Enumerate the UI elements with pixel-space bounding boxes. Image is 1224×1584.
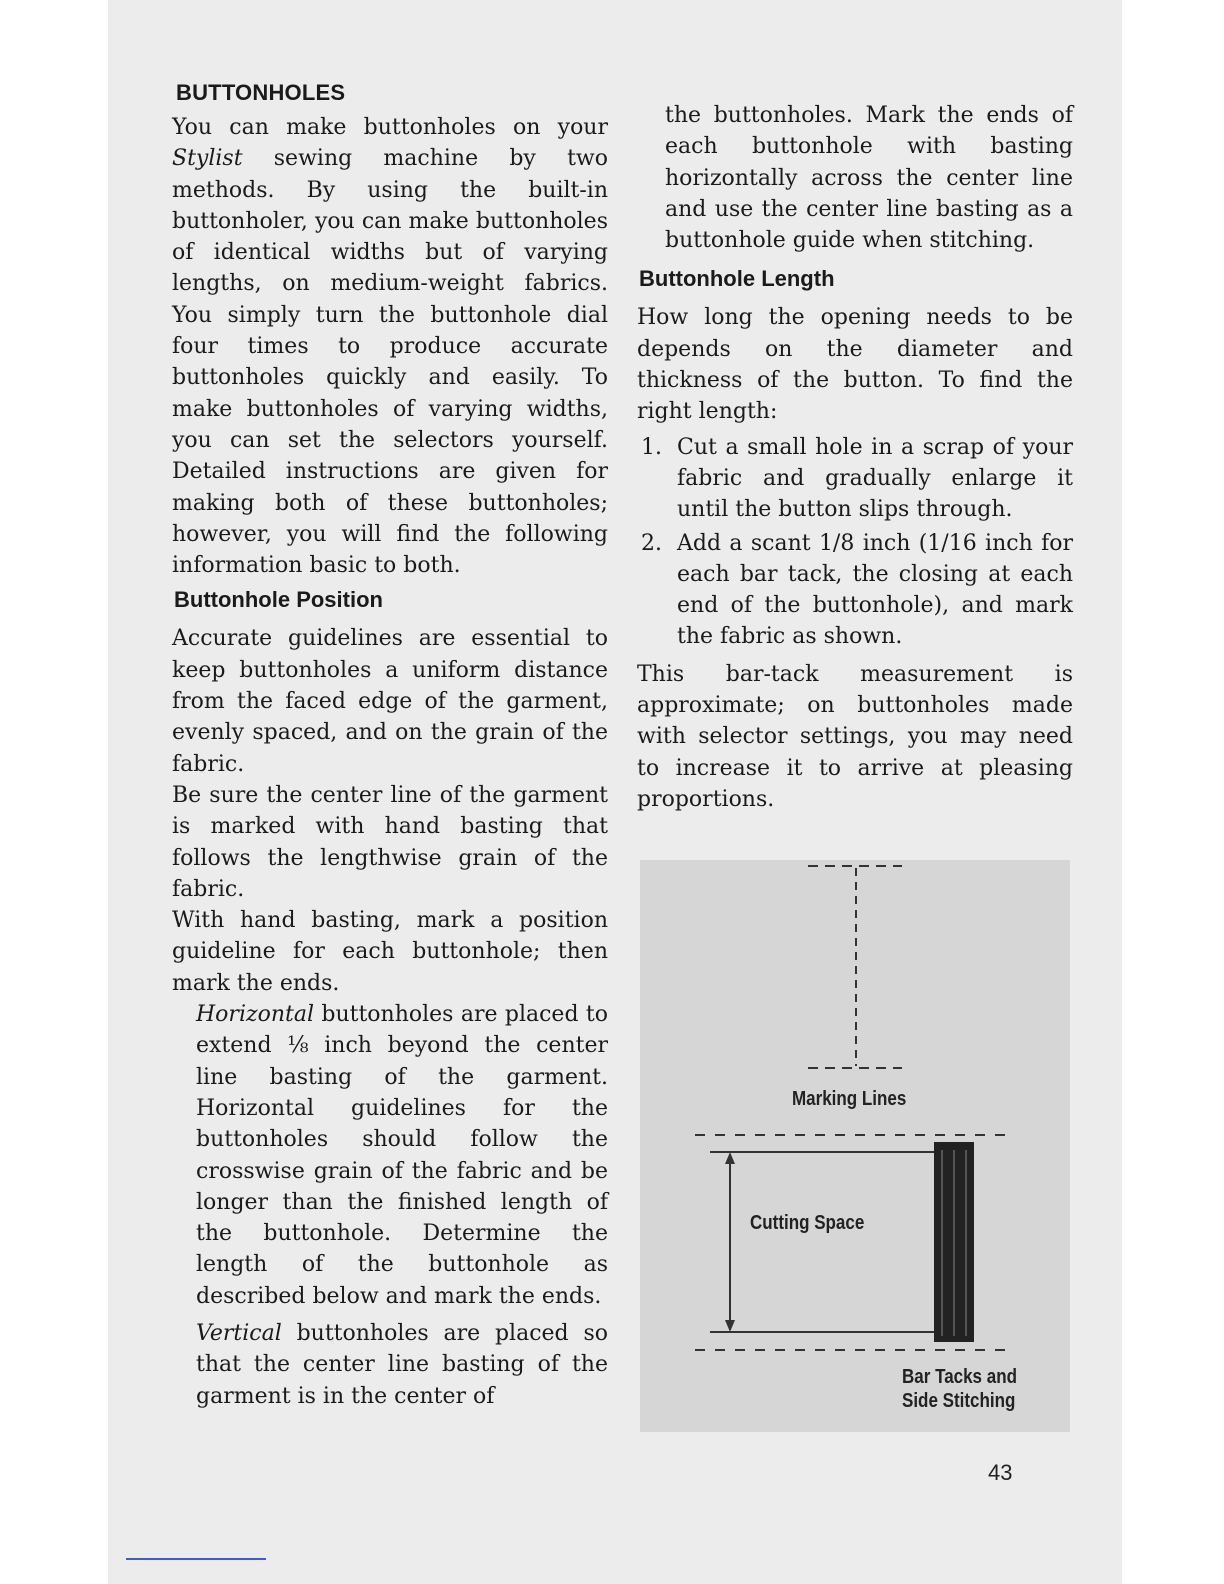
page-number: 43 bbox=[988, 1460, 1013, 1485]
length-heading: Buttonhole Length bbox=[639, 266, 835, 292]
position-paragraph-3: With hand basting, mark a position guideline for each buttonhole; then mark the ends. bbox=[172, 908, 608, 996]
stylist-word: Stylist bbox=[172, 146, 243, 172]
left-column bbox=[172, 80, 608, 1412]
bar-tacks-label-1: Bar Tacks and bbox=[902, 1366, 1017, 1388]
step-number: 1. bbox=[641, 434, 662, 460]
marking-lines-label: Marking Lines bbox=[792, 1088, 907, 1110]
list-item bbox=[637, 432, 1073, 526]
length-paragraph-2: This bar-tack measurement is approximate; on buttonholes made with selector settings, you may need to increase it to arrive at pleasing proportions. bbox=[637, 661, 1073, 812]
intro-paragraph: You can make buttonholes on your Stylist sewing machine by two methods. By using the built-in buttonholer, you can make buttonholes of identical widths but of varying lengths, on medium-weight fabrics. You simply turn the buttonhole dial four times to produce accurate buttonholes quickly and easily. To make buttonholes of varying widths, you can set the selectors yourself. Detailed instructions are given for making both of these buttonholes; however, you will find the following information basic to both. bbox=[172, 115, 608, 579]
steps-list bbox=[637, 432, 1073, 653]
horizontal-word: Horizontal bbox=[196, 1002, 314, 1028]
step-number: 2. bbox=[641, 530, 662, 556]
bar-tacks-label-2: Side Stitching bbox=[902, 1390, 1016, 1412]
bottom-rule bbox=[126, 1558, 266, 1560]
section-heading: BUTTONHOLES bbox=[176, 80, 346, 105]
horizontal-paragraph bbox=[196, 999, 608, 1312]
position-paragraph-2: Be sure the center line of the garment is marked with hand basting that follows the lengthwise grain of the fabric. bbox=[172, 782, 608, 902]
vertical-text: buttonholes are placed so that the center line basting of the garment is in the center of bbox=[196, 1320, 608, 1409]
diagram-drawing bbox=[640, 860, 1070, 1432]
continued-paragraph: the buttonholes. Mark the ends of each buttonhole with basting horizontally across the center line and use the center line basting as a buttonhole guide when stitching. bbox=[665, 103, 1073, 254]
position-heading: Buttonhole Position bbox=[174, 587, 383, 613]
list-item bbox=[637, 528, 1073, 653]
buttonhole-diagram bbox=[640, 860, 1070, 1432]
vertical-word: Vertical bbox=[196, 1320, 282, 1346]
step-text: Add a scant 1/8 inch (1/16 inch for each bar tack, the closing at each end of the buttonhole), and mark the fabric as shown. bbox=[677, 530, 1073, 650]
position-paragraph-1: Accurate guidelines are essential to keep buttonholes a uniform distance from the faced edge of the garment, evenly spaced, and on the grain of the fabric. bbox=[172, 626, 608, 777]
right-column bbox=[637, 100, 1073, 815]
cutting-space-label: Cutting Space bbox=[750, 1212, 865, 1234]
vertical-paragraph bbox=[196, 1318, 608, 1412]
step-text: Cut a small hole in a scrap of your fabric and gradually enlarge it until the button slips through. bbox=[677, 434, 1073, 523]
horizontal-text: buttonholes are placed to extend ⅛ inch beyond the center line basting of the garment. Horizontal guidelines for the buttonholes should follow the crosswise grain of the fabric and be longer than the finished length of the buttonhole. Determine the length of the buttonhole as described below and mark the ends. bbox=[196, 1002, 608, 1309]
length-paragraph-1: How long the opening needs to be depends on the diameter and thickness of the button. To find the right length: bbox=[637, 305, 1073, 425]
